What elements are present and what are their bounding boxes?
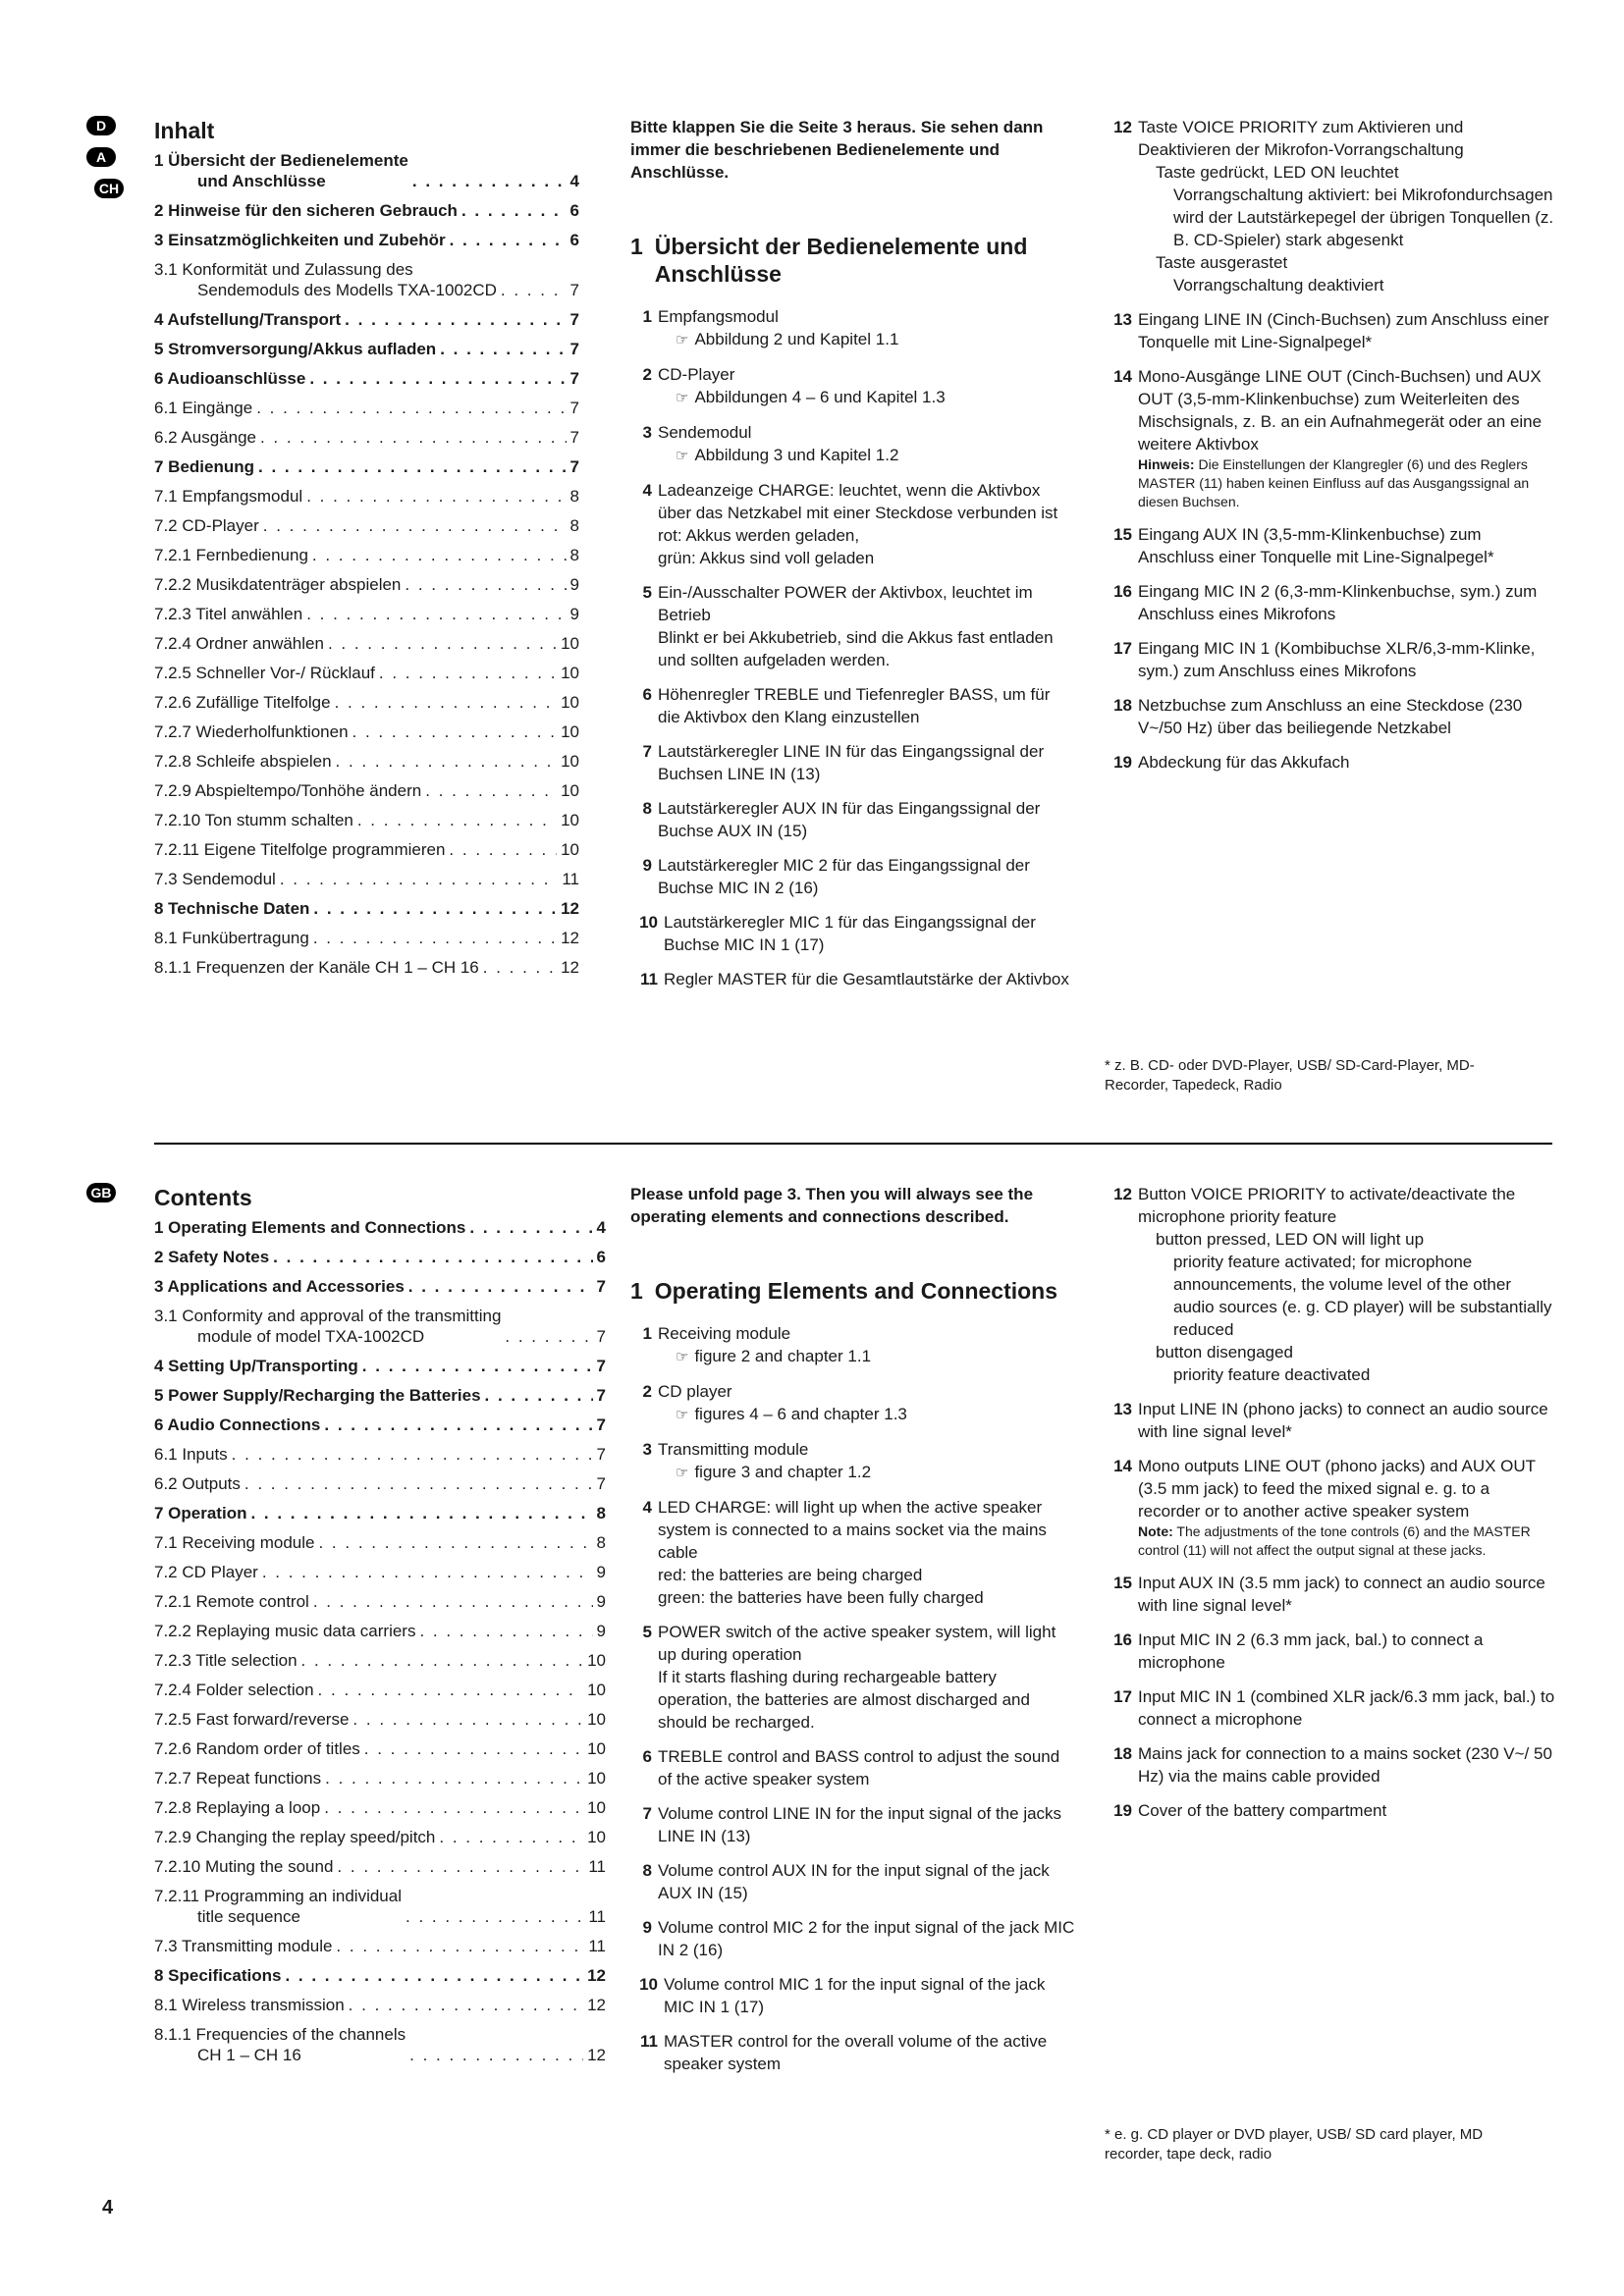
list-item: 2 CD-Player ☞ Abbildungen 4 – 6 und Kapitel 1.3: [642, 365, 946, 406]
toc-entry: 7.3 Transmitting module . . . 11: [154, 1936, 606, 1956]
toc-de: [154, 118, 579, 987]
toc-entry: 7.2.1 Remote control . . . 9: [154, 1591, 606, 1612]
toc-page-number: 7: [569, 281, 579, 299]
list-item: 6 Höhenregler TREBLE und Tiefenregler BASS, um für die Aktivbox den Klang einzustellen: [642, 685, 1051, 726]
toc-page-number: 7: [569, 399, 579, 417]
section-divider: [154, 1143, 1552, 1145]
list-item: 13 Input LINE IN (phono jacks) to connect an audio source with line signal level*: [1113, 1400, 1548, 1441]
list-item: 15 Eingang AUX IN (3,5-mm-Klinkenbuchse) zum Anschluss einer Tonquelle mit Line-Signalpegel*: [1113, 525, 1494, 566]
toc-entry: 5 Stromversorgung/Akkus aufladen . . . 7: [154, 339, 579, 359]
toc-entry: 2 Hinweise für den sicheren Gebrauch . . . 6: [154, 200, 579, 221]
toc-page-number: 7: [569, 340, 579, 358]
toc-entry: 8 Technische Daten . . . 12: [154, 898, 579, 919]
list-item: 5 Ein-/Ausschalter POWER der Aktivbox, leuchtet im Betrieb Blinkt er bei Akkubetrieb, sind die Akkus fast entladen und sollten aufgeladen werden.: [642, 583, 1054, 669]
list-item: 18 Mains jack for connection to a mains socket (230 V~/ 50 Hz) via the mains cable provided: [1113, 1744, 1552, 1786]
pointing-hand-icon: ☞: [676, 448, 689, 464]
items-list: [630, 305, 1075, 990]
flag-badge-d: D: [86, 116, 116, 135]
toc-entry: 2 Safety Notes . . . 6: [154, 1247, 606, 1267]
list-item: 13 Eingang LINE IN (Cinch-Buchsen) zum Anschluss einer Tonquelle mit Line-Signalpegel*: [1113, 310, 1549, 351]
toc-en: [154, 1185, 606, 2074]
toc-entry: 7.2.6 Random order of titles . . . 10: [154, 1738, 606, 1759]
page-number: 4: [102, 2197, 114, 2218]
toc-list: [154, 150, 579, 978]
list-item: 6 TREBLE control and BASS control to adjust the sound of the active speaker system: [642, 1747, 1060, 1789]
toc-entry: 7 Bedienung . . . 7: [154, 456, 579, 477]
toc-entry: 7.2.8 Replaying a loop . . . 10: [154, 1797, 606, 1818]
toc-entry: 8 Specifications . . . 12: [154, 1965, 606, 1986]
toc-page-number: 9: [596, 1622, 606, 1640]
toc-page-number: 7: [596, 1386, 606, 1405]
toc-entry: 7.2.3 Title selection . . . 10: [154, 1650, 606, 1671]
list-item: 1 Receiving module ☞ figure 2 and chapter 1.1: [642, 1324, 872, 1365]
toc-page-number: 4: [569, 172, 579, 190]
list-item: 17 Eingang MIC IN 1 (Kombibuchse XLR/6,3-mm-Klinke, sym.) zum Anschluss eines Mikrofons: [1113, 639, 1536, 680]
flag-badge-ch: CH: [94, 179, 124, 198]
toc-entry: 5 Power Supply/Recharging the Batteries . . . 7: [154, 1385, 606, 1406]
toc-entry: 7.2.7 Repeat functions . . . 10: [154, 1768, 606, 1789]
toc-page-number: 9: [596, 1592, 606, 1611]
toc-page-number: 9: [569, 575, 579, 594]
list-item: 12 Taste VOICE PRIORITY zum Aktivieren und Deaktivieren der Mikrofon-Vorrangschaltung Taste gedrückt, LED ON leuchtet Vorrangschaltung aktiviert: bei Mikrofondurchsagen wird der Lautstärkepegel der übrigen Tonquellen (z. B. CD-Spieler) stark abgesenkt Taste ausgerastet Vorrangschaltung deaktiviert: [1113, 118, 1554, 294]
toc-page-number: 10: [587, 1710, 606, 1729]
toc-page-number: 11: [588, 1907, 606, 1926]
toc-entry: 6.2 Outputs . . . 7: [154, 1473, 606, 1494]
toc-entry: 8.1.1 Frequenzen der Kanäle CH 1 – CH 16 . . . 12: [154, 957, 579, 978]
pointing-hand-icon: ☞: [676, 332, 689, 348]
list-item: 3 Transmitting module ☞ figure 3 and chapter 1.2: [642, 1440, 872, 1481]
list-item: 2 CD player ☞ figures 4 – 6 and chapter 1.3: [642, 1382, 907, 1423]
toc-page-number: 7: [569, 369, 579, 388]
toc-entry: 7.2.6 Zufällige Titelfolge . . . 10: [154, 692, 579, 713]
toc-entry: 7.2.3 Titel anwählen . . . 9: [154, 604, 579, 624]
toc-entry: 7.2.4 Folder selection . . . 10: [154, 1680, 606, 1700]
section-heading: 1 Operating Elements and Connections: [630, 1278, 1058, 1304]
toc-entry: 3.1 Conformity and approval of the transmitting module of model TXA-1002CD . . . 7: [154, 1306, 606, 1347]
toc-page-number: 8: [569, 516, 579, 535]
toc-page-number: 10: [587, 1769, 606, 1788]
items-list-right-rest: [1105, 308, 1556, 774]
toc-entry: 1 Übersicht der Bedienelemente und Anschlüsse . . . 4: [154, 150, 579, 191]
toc-page-number: 8: [596, 1504, 606, 1522]
toc-page-number: 7: [569, 310, 579, 329]
toc-page-number: 7: [596, 1357, 606, 1375]
list-item: 1 Empfangsmodul ☞ Abbildung 2 und Kapitel 1.1: [642, 307, 899, 348]
flag-badge-gb: GB: [86, 1183, 116, 1202]
toc-entry: 7 Operation . . . 8: [154, 1503, 606, 1523]
toc-entry: 7.2 CD-Player . . . 8: [154, 515, 579, 536]
list-item: 16 Eingang MIC IN 2 (6,3-mm-Klinkenbuchse, sym.) zum Anschluss eines Mikrofons: [1113, 582, 1538, 623]
toc-page-number: 8: [569, 487, 579, 506]
toc-entry: 7.1 Receiving module . . . 8: [154, 1532, 606, 1553]
toc-entry: 6.1 Eingänge . . . 7: [154, 398, 579, 418]
list-item: 5 POWER switch of the active speaker system, will light up during operation If it starts flashing during rechargeable battery operation, the batteries are almost discharged and should be recharged.: [642, 1623, 1056, 1732]
toc-entry: 4 Setting Up/Transporting . . . 7: [154, 1356, 606, 1376]
toc-entry: 7.2.11 Programming an individual title sequence . . . 11: [154, 1886, 606, 1927]
toc-entry: 7.1 Empfangsmodul . . . 8: [154, 486, 579, 507]
toc-page-number: 12: [561, 929, 579, 947]
language-flags: [86, 1183, 130, 1214]
toc-page-number: 11: [562, 870, 579, 888]
list-item: 8 Volume control AUX IN for the input signal of the jack AUX IN (15): [642, 1861, 1050, 1902]
toc-page-number: 12: [587, 1966, 606, 1985]
pointing-hand-icon: ☞: [676, 1349, 689, 1365]
list-item: 16 Input MIC IN 2 (6.3 mm jack, bal.) to connect a microphone: [1113, 1630, 1484, 1672]
toc-page-number: 12: [587, 2046, 606, 2064]
toc-page-number: 10: [561, 811, 579, 829]
list-item: 10 Volume control MIC 1 for the input signal of the jack MIC IN 1 (17): [639, 1975, 1046, 2016]
toc-entry: 7.2.7 Wiederholfunktionen . . . 10: [154, 721, 579, 742]
column-middle-en: [630, 1183, 1075, 2087]
toc-page-number: 12: [561, 899, 579, 918]
footnote: * e. g. CD player or DVD player, USB/ SD card player, MD recorder, tape deck, radio: [1105, 2126, 1484, 2163]
toc-page-number: 6: [569, 231, 579, 249]
toc-entry: 7.2.2 Replaying music data carriers . . . 9: [154, 1621, 606, 1641]
toc-entry: 6.1 Inputs . . . 7: [154, 1444, 606, 1465]
toc-page-number: 11: [588, 1857, 606, 1876]
toc-page-number: 7: [596, 1277, 606, 1296]
toc-page-number: 10: [561, 634, 579, 653]
items-list-right: [1105, 116, 1556, 296]
items-list: [630, 1322, 1075, 2075]
toc-page-number: 7: [596, 1474, 606, 1493]
list-item: 15 Input AUX IN (3.5 mm jack) to connect an audio source with line signal level*: [1113, 1574, 1545, 1615]
toc-entry: 7.2.5 Schneller Vor-/ Rücklauf . . . 10: [154, 663, 579, 683]
toc-entry: 7.2.9 Changing the replay speed/pitch . . . 10: [154, 1827, 606, 1847]
toc-entry: 6 Audio Connections . . . 7: [154, 1415, 606, 1435]
column-middle-de: [630, 116, 1075, 1002]
list-item: 4 Ladeanzeige CHARGE: leuchtet, wenn die Aktivbox über das Netzkabel mit einer Steckdose verbunden ist rot: Akkus werden geladen, grün: Akkus sind voll geladen: [642, 481, 1058, 567]
toc-page-number: 10: [587, 1739, 606, 1758]
toc-entry: 7.3 Sendemodul . . . 11: [154, 869, 579, 889]
items-list-right-rest: [1105, 1398, 1556, 1822]
toc-entry: 7.2 CD Player . . . 9: [154, 1562, 606, 1582]
footnote: * z. B. CD- oder DVD-Player, USB/ SD-Card-Player, MD-Recorder, Tapedeck, Radio: [1105, 1057, 1475, 1094]
toc-entry: 4 Aufstellung/Transport . . . 7: [154, 309, 579, 330]
toc-entry: 7.2.10 Muting the sound . . . 11: [154, 1856, 606, 1877]
list-item: 19 Abdeckung für das Akkufach: [1113, 753, 1350, 772]
list-item: 8 Lautstärkeregler AUX IN für das Eingangssignal der Buchse AUX IN (15): [642, 799, 1041, 840]
language-flags: [86, 116, 130, 210]
toc-page-number: 10: [561, 752, 579, 771]
toc-page-number: 10: [587, 1651, 606, 1670]
list-item: 12 Button VOICE PRIORITY to activate/deactivate the microphone priority feature button pressed, LED ON will light up priority feature activated; for microphone announcements, the volume level of the other audio sources (e. g. CD player) will be substantially reduced button disengaged priority feature deactivated: [1113, 1185, 1552, 1384]
toc-page-number: 9: [596, 1563, 606, 1581]
toc-page-number: 10: [561, 664, 579, 682]
toc-page-number: 10: [561, 781, 579, 800]
column-right-en: [1105, 1183, 1556, 1834]
toc-entry: 7.2.9 Abspieltempo/Tonhöhe ändern . . . 10: [154, 780, 579, 801]
toc-entry: 7.2.5 Fast forward/reverse . . . 10: [154, 1709, 606, 1730]
intro-text: Please unfold page 3. Then you will always see the operating elements and connections described.: [630, 1185, 1034, 1226]
toc-page-number: 10: [587, 1681, 606, 1699]
list-item: 17 Input MIC IN 1 (combined XLR jack/6.3 mm jack, bal.) to connect a microphone: [1113, 1687, 1555, 1729]
toc-entry: 7.2.8 Schleife abspielen . . . 10: [154, 751, 579, 772]
list-item: 3 Sendemodul ☞ Abbildung 3 und Kapitel 1.2: [642, 423, 899, 464]
toc-entry: 6.2 Ausgänge . . . 7: [154, 427, 579, 448]
toc-entry: 6 Audioanschlüsse . . . 7: [154, 368, 579, 389]
toc-entry: 3 Applications and Accessories . . . 7: [154, 1276, 606, 1297]
toc-page-number: 12: [587, 1996, 606, 2014]
toc-entry: 3 Einsatzmöglichkeiten und Zubehör . . . 6: [154, 230, 579, 250]
toc-page-number: 10: [561, 693, 579, 712]
toc-entry: 8.1 Funkübertragung . . . 12: [154, 928, 579, 948]
pointing-hand-icon: ☞: [676, 1465, 689, 1481]
pointing-hand-icon: ☞: [676, 390, 689, 406]
toc-page-number: 6: [569, 201, 579, 220]
toc-page-number: 10: [561, 722, 579, 741]
toc-page-number: 7: [596, 1327, 606, 1346]
toc-page-number: 6: [596, 1248, 606, 1266]
list-item: 11 Regler MASTER für die Gesamtlautstärke der Aktivbox: [640, 970, 1069, 988]
list-item: 14 Mono outputs LINE OUT (phono jacks) and AUX OUT (3.5 mm jack) to feed the mixed signal e. g. to a recorder or to another active speaker system Note: The adjustments of the tone controls (6) and the MASTER control (11) will not affect the output signal at these jacks.: [1113, 1457, 1536, 1558]
toc-page-number: 8: [596, 1533, 606, 1552]
pointing-hand-icon: ☞: [676, 1407, 689, 1423]
toc-entry: 8.1 Wireless transmission . . . 12: [154, 1995, 606, 2015]
toc-page-number: 10: [587, 1828, 606, 1846]
toc-page-number: 7: [596, 1445, 606, 1464]
list-item: 7 Lautstärkeregler LINE IN für das Eingangssignal der Buchsen LINE IN (13): [642, 742, 1045, 783]
toc-page-number: 7: [596, 1415, 606, 1434]
list-item: 18 Netzbuchse zum Anschluss an eine Steckdose (230 V~/50 Hz) über das beiliegende Netzkabel: [1113, 696, 1523, 737]
toc-entry: 1 Operating Elements and Connections . . . 4: [154, 1217, 606, 1238]
list-item: 11 MASTER control for the overall volume of the active speaker system: [640, 2032, 1048, 2073]
toc-page-number: 4: [596, 1218, 606, 1237]
toc-entry: 7.2.11 Eigene Titelfolge programmieren . . . 10: [154, 839, 579, 860]
flag-badge-a: A: [86, 147, 116, 167]
toc-list: [154, 1217, 606, 2065]
toc-entry: 7.2.1 Fernbedienung . . . 8: [154, 545, 579, 565]
list-item: 7 Volume control LINE IN for the input signal of the jacks LINE IN (13): [642, 1804, 1062, 1845]
items-list-right: [1105, 1183, 1556, 1386]
toc-page-number: 10: [561, 840, 579, 859]
list-item: 14 Mono-Ausgänge LINE OUT (Cinch-Buchsen) und AUX OUT (3,5-mm-Klinkenbuchse) zum Weiterleiten des Mischsignals, z. B. an ein Aufnahmegerät oder an eine weitere Aktivbox Hinweis: Die Einstellungen der Klangregler (6) und des Reglers MASTER (11) haben keinen Einfluss auf das Ausgangssignal an diesen Buchsen.: [1113, 367, 1543, 509]
toc-page-number: 12: [561, 958, 579, 977]
toc-title: Inhalt: [154, 118, 215, 143]
toc-page-number: 7: [569, 428, 579, 447]
column-right-de: [1105, 116, 1556, 785]
toc-page-number: 9: [569, 605, 579, 623]
toc-page-number: 7: [569, 457, 579, 476]
toc-title: Contents: [154, 1185, 252, 1210]
list-item: 9 Volume control MIC 2 for the input signal of the jack MIC IN 2 (16): [642, 1918, 1075, 1959]
section-heading: 1 Übersicht der Bedienelemente und Anschlüsse: [630, 234, 1028, 287]
toc-entry: 7.2.10 Ton stumm schalten . . . 10: [154, 810, 579, 830]
toc-page-number: 8: [569, 546, 579, 564]
list-item: 10 Lautstärkeregler MIC 1 für das Eingangssignal der Buchse MIC IN 1 (17): [639, 913, 1036, 954]
toc-page-number: 10: [587, 1798, 606, 1817]
list-item: 4 LED CHARGE: will light up when the active speaker system is connected to a mains socket via the mains cable red: the batteries are being charged green: the batteries have been fully charged: [642, 1498, 1047, 1607]
toc-entry: 7.2.4 Ordner anwählen . . . 10: [154, 633, 579, 654]
toc-page-number: 11: [588, 1937, 606, 1955]
toc-entry: 3.1 Konformität und Zulassung des Sendemoduls des Modells TXA-1002CD . . . 7: [154, 259, 579, 300]
toc-entry: 8.1.1 Frequencies of the channels CH 1 – CH 16 . . . 12: [154, 2024, 606, 2065]
list-item: 19 Cover of the battery compartment: [1113, 1801, 1387, 1820]
list-item: 9 Lautstärkeregler MIC 2 für das Eingangssignal der Buchse MIC IN 2 (16): [642, 856, 1030, 897]
intro-text: Bitte klappen Sie die Seite 3 heraus. Sie sehen dann immer die beschriebenen Bedienelemente und Anschlüsse.: [630, 118, 1044, 182]
toc-entry: 7.2.2 Musikdatenträger abspielen . . . 9: [154, 574, 579, 595]
